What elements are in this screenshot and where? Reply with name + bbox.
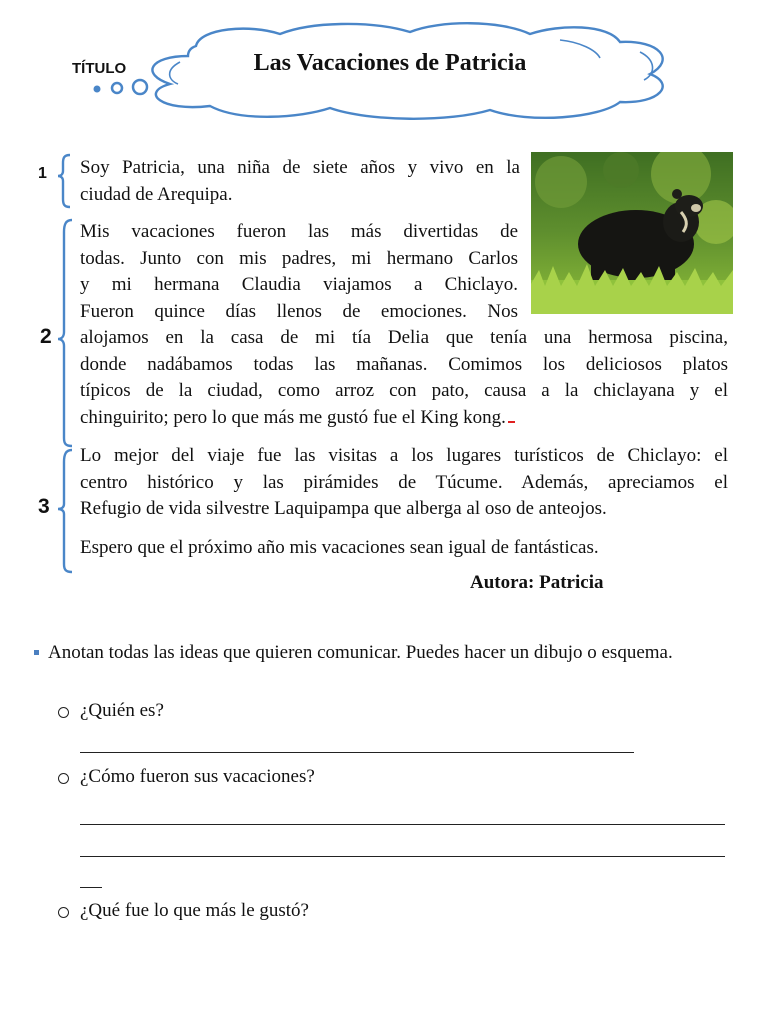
spelling-mark — [508, 421, 515, 423]
title-dot-small — [94, 86, 101, 93]
paragraph-1 — [80, 155, 520, 208]
paragraph-line: y mi hermana Claudia viajamos a Chiclayo. — [80, 274, 518, 295]
paragraph-line: Soy Patricia, una niña de siete años y vivo en la — [80, 157, 520, 178]
paragraph-line: Lo mejor del viaje fue las visitas a los lugares turísticos de Chiclayo: el — [80, 445, 728, 466]
author: Autora: Patricia — [470, 572, 604, 593]
title-label: TÍTULO — [72, 60, 127, 77]
page-title: Las Vacaciones de Patricia — [253, 50, 527, 76]
bullet-square-icon — [34, 650, 39, 655]
spectacled-bear-photo — [531, 152, 733, 314]
section-number-2: 2 — [40, 325, 52, 348]
paragraph-line: centro histórico y las pirámides de Túcume. Además, apreciamos el — [80, 471, 728, 493]
paragraph-line: alojamos en la casa de mi tía Delia que tenía una hermosa piscina, — [80, 327, 728, 348]
question-1: ¿Quién es? — [80, 700, 164, 721]
instruction-text: Anotan todas las ideas que quieren comunicar. Puedes hacer un dibujo o esquema. — [48, 642, 673, 663]
paragraph-line: ciudad de Arequipa. — [80, 183, 233, 205]
paragraph-line: Mis vacaciones fueron las más divertidas de — [80, 221, 518, 242]
paragraph-line-text: chinguirito; pero lo que más me gustó fue el King kong. — [80, 406, 506, 428]
paragraph-line: Espero que el próximo año mis vacaciones sean igual de fantásticas. — [80, 537, 599, 558]
title-dot-medium — [112, 83, 122, 93]
circle-bullet-icon — [58, 707, 69, 718]
paragraph-line: Fueron quince días llenos de emociones. Nos — [80, 300, 518, 322]
paragraph-line: donde nadábamos todas las mañanas. Comimos los deliciosos platos — [80, 353, 728, 375]
paragraph-3 — [80, 443, 728, 523]
bracket-1 — [58, 155, 70, 207]
paragraph-line — [80, 405, 728, 432]
title-dot-large — [133, 80, 147, 94]
paragraph-4 — [80, 535, 728, 562]
bracket-2 — [58, 220, 72, 446]
question-2: ¿Cómo fueron sus vacaciones? — [80, 766, 315, 787]
paragraph-line: todas. Junto con mis padres, mi hermano Carlos — [80, 247, 518, 269]
section-number-3: 3 — [38, 495, 50, 518]
circle-bullet-icon — [58, 773, 69, 784]
answer-line-1[interactable] — [80, 752, 634, 753]
answer-line-2a[interactable] — [80, 824, 725, 825]
paragraph-line: típicos de la ciudad, como arroz con pato, causa a la chiclayana y el — [80, 380, 728, 401]
question-3: ¿Qué fue lo que más le gustó? — [80, 900, 309, 921]
section-number-1: 1 — [38, 165, 47, 182]
answer-line-2c[interactable] — [80, 887, 102, 888]
answer-line-2b[interactable] — [80, 856, 725, 857]
circle-bullet-icon — [58, 907, 69, 918]
bracket-3 — [58, 450, 72, 572]
paragraph-line: Refugio de vida silvestre Laquipampa que alberga al oso de anteojos. — [80, 498, 607, 519]
